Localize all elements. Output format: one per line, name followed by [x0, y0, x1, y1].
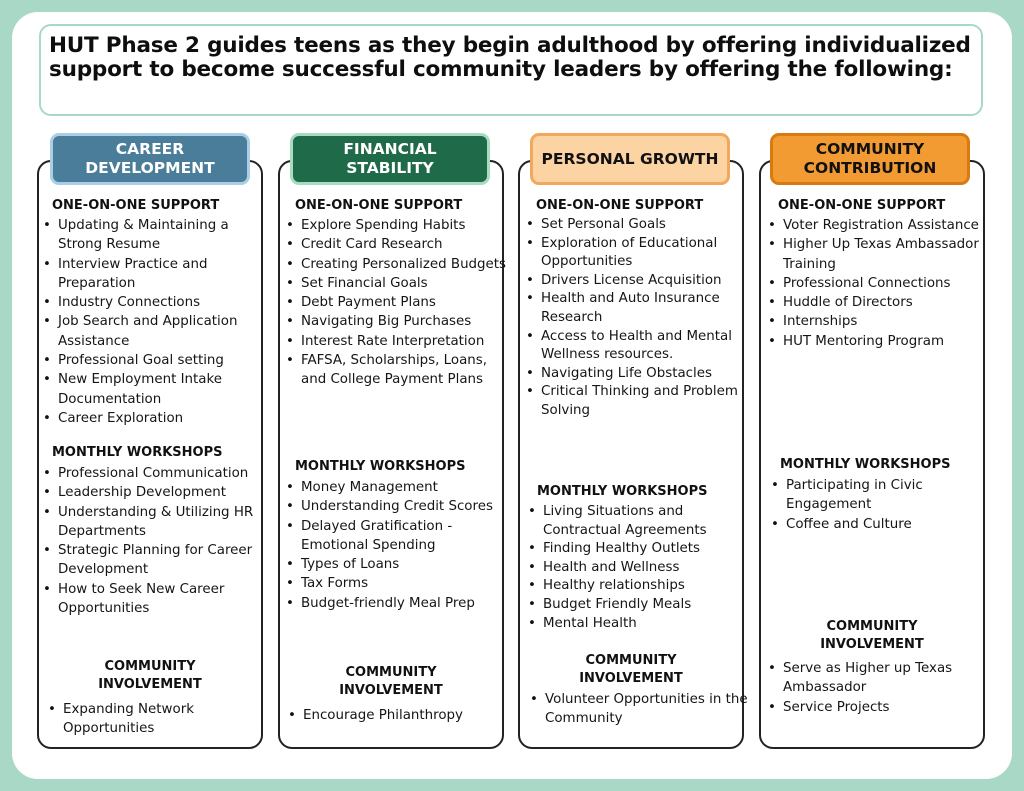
list-financial-workshops [285, 478, 507, 613]
list-item: • Service Projects [767, 698, 991, 717]
list-item: • Updating & Maintaining a Strong Resume [42, 216, 264, 255]
header-community-contribution: COMMUNITY CONTRIBUTION [770, 133, 970, 185]
list-item: • Expanding Network Opportunities [47, 700, 247, 739]
list-item: • Strategic Planning for Career Development [42, 541, 264, 580]
section-heading-community-involvement: COMMUNITY INVOLVEMENT [339, 665, 443, 698]
list-item: • Set Personal Goals [525, 216, 747, 235]
list-item: • Higher Up Texas Ambassador Training [767, 235, 991, 274]
header-financial-stability: FINANCIAL STABILITY [290, 133, 490, 185]
list-item: • Voter Registration Assistance [767, 216, 991, 235]
list-item: • Huddle of Directors [767, 293, 991, 312]
section-heading-workshops: MONTHLY WORKSHOPS [537, 484, 708, 499]
list-item: • HUT Mentoring Program [767, 332, 991, 351]
list-item: • Debt Payment Plans [285, 293, 507, 312]
list-item: • Interest Rate Interpretation [285, 332, 507, 351]
list-item: • Health and Auto Insurance Research [525, 290, 747, 327]
header-career-development: CAREER DEVELOPMENT [50, 133, 250, 185]
list-item: • Encourage Philanthropy [287, 706, 507, 725]
list-item: • Set Financial Goals [285, 274, 507, 293]
headline-box [39, 24, 983, 116]
list-item: • Healthy relationships [527, 577, 749, 596]
list-item: • Job Search and Application Assistance [42, 312, 264, 351]
list-item: • Navigating Big Purchases [285, 312, 507, 331]
list-item: • Mental Health [527, 615, 749, 634]
list-item: • Understanding & Utilizing HR Departments [42, 503, 264, 542]
page-title: HUT Phase 2 guides teens as they begin adulthood by offering individualized support to become successful community leaders by offering the following: [49, 33, 971, 82]
list-item: • Professional Goal setting [42, 351, 264, 370]
list-item: • How to Seek New Career Opportunities [42, 580, 264, 619]
section-heading-community-involvement: COMMUNITY INVOLVEMENT [579, 653, 683, 686]
section-heading-one-on-one: ONE-ON-ONE SUPPORT [778, 198, 946, 213]
list-financial-one-on-one [285, 216, 507, 390]
list-item: • Critical Thinking and Problem Solving [525, 383, 747, 420]
list-item: • Budget Friendly Meals [527, 596, 749, 615]
list-item: • Money Management [285, 478, 507, 497]
header-personal-growth: PERSONAL GROWTH [530, 133, 730, 185]
list-item: • Coffee and Culture [770, 515, 990, 534]
list-personal-community [529, 690, 749, 729]
list-item: • Credit Card Research [285, 235, 507, 254]
list-community-one-on-one [767, 216, 991, 351]
list-career-community [47, 700, 247, 739]
list-career-workshops [42, 464, 264, 618]
list-item: • Volunteer Opportunities in the Community [529, 690, 749, 729]
list-item: • New Employment Intake Documentation [42, 370, 264, 409]
list-item: • Internships [767, 312, 991, 331]
list-item: • Exploration of Educational Opportunities [525, 235, 747, 272]
list-item: • Types of Loans [285, 555, 507, 574]
list-item: • Living Situations and Contractual Agreements [527, 503, 749, 540]
list-personal-one-on-one [525, 216, 747, 421]
list-item: • Explore Spending Habits [285, 216, 507, 235]
list-personal-workshops [527, 503, 749, 633]
section-heading-community-involvement: COMMUNITY INVOLVEMENT [820, 619, 924, 652]
page-card [12, 12, 1012, 779]
list-item: • Career Exploration [42, 409, 264, 428]
section-heading-workshops: MONTHLY WORKSHOPS [295, 459, 466, 474]
list-community-community [767, 659, 991, 717]
list-career-one-on-one [42, 216, 264, 428]
list-item: • Navigating Life Obstacles [525, 365, 747, 384]
list-item: • FAFSA, Scholarships, Loans, and College Payment Plans [285, 351, 507, 390]
list-item: • Finding Healthy Outlets [527, 540, 749, 559]
list-item: • Understanding Credit Scores [285, 497, 507, 516]
section-heading-one-on-one: ONE-ON-ONE SUPPORT [295, 198, 463, 213]
section-heading-one-on-one: ONE-ON-ONE SUPPORT [536, 198, 704, 213]
list-item: • Drivers License Acquisition [525, 272, 747, 291]
list-item: • Delayed Gratification - Emotional Spending [285, 517, 507, 556]
section-heading-one-on-one: ONE-ON-ONE SUPPORT [52, 198, 220, 213]
list-item: • Budget-friendly Meal Prep [285, 594, 507, 613]
list-item: • Leadership Development [42, 483, 264, 502]
section-heading-workshops: MONTHLY WORKSHOPS [780, 457, 951, 472]
list-item: • Professional Connections [767, 274, 991, 293]
list-item: • Access to Health and Mental Wellness resources. [525, 328, 747, 365]
section-heading-community-involvement: COMMUNITY INVOLVEMENT [98, 659, 202, 692]
list-item: • Health and Wellness [527, 559, 749, 578]
list-item: • Interview Practice and Preparation [42, 255, 264, 294]
list-item: • Serve as Higher up Texas Ambassador [767, 659, 991, 698]
list-item: • Professional Communication [42, 464, 264, 483]
list-community-workshops [770, 476, 990, 534]
section-heading-workshops: MONTHLY WORKSHOPS [52, 445, 223, 460]
list-item: • Participating in Civic Engagement [770, 476, 990, 515]
list-item: • Industry Connections [42, 293, 264, 312]
list-financial-community [287, 706, 507, 725]
list-item: • Creating Personalized Budgets [285, 255, 507, 274]
list-item: • Tax Forms [285, 574, 507, 593]
